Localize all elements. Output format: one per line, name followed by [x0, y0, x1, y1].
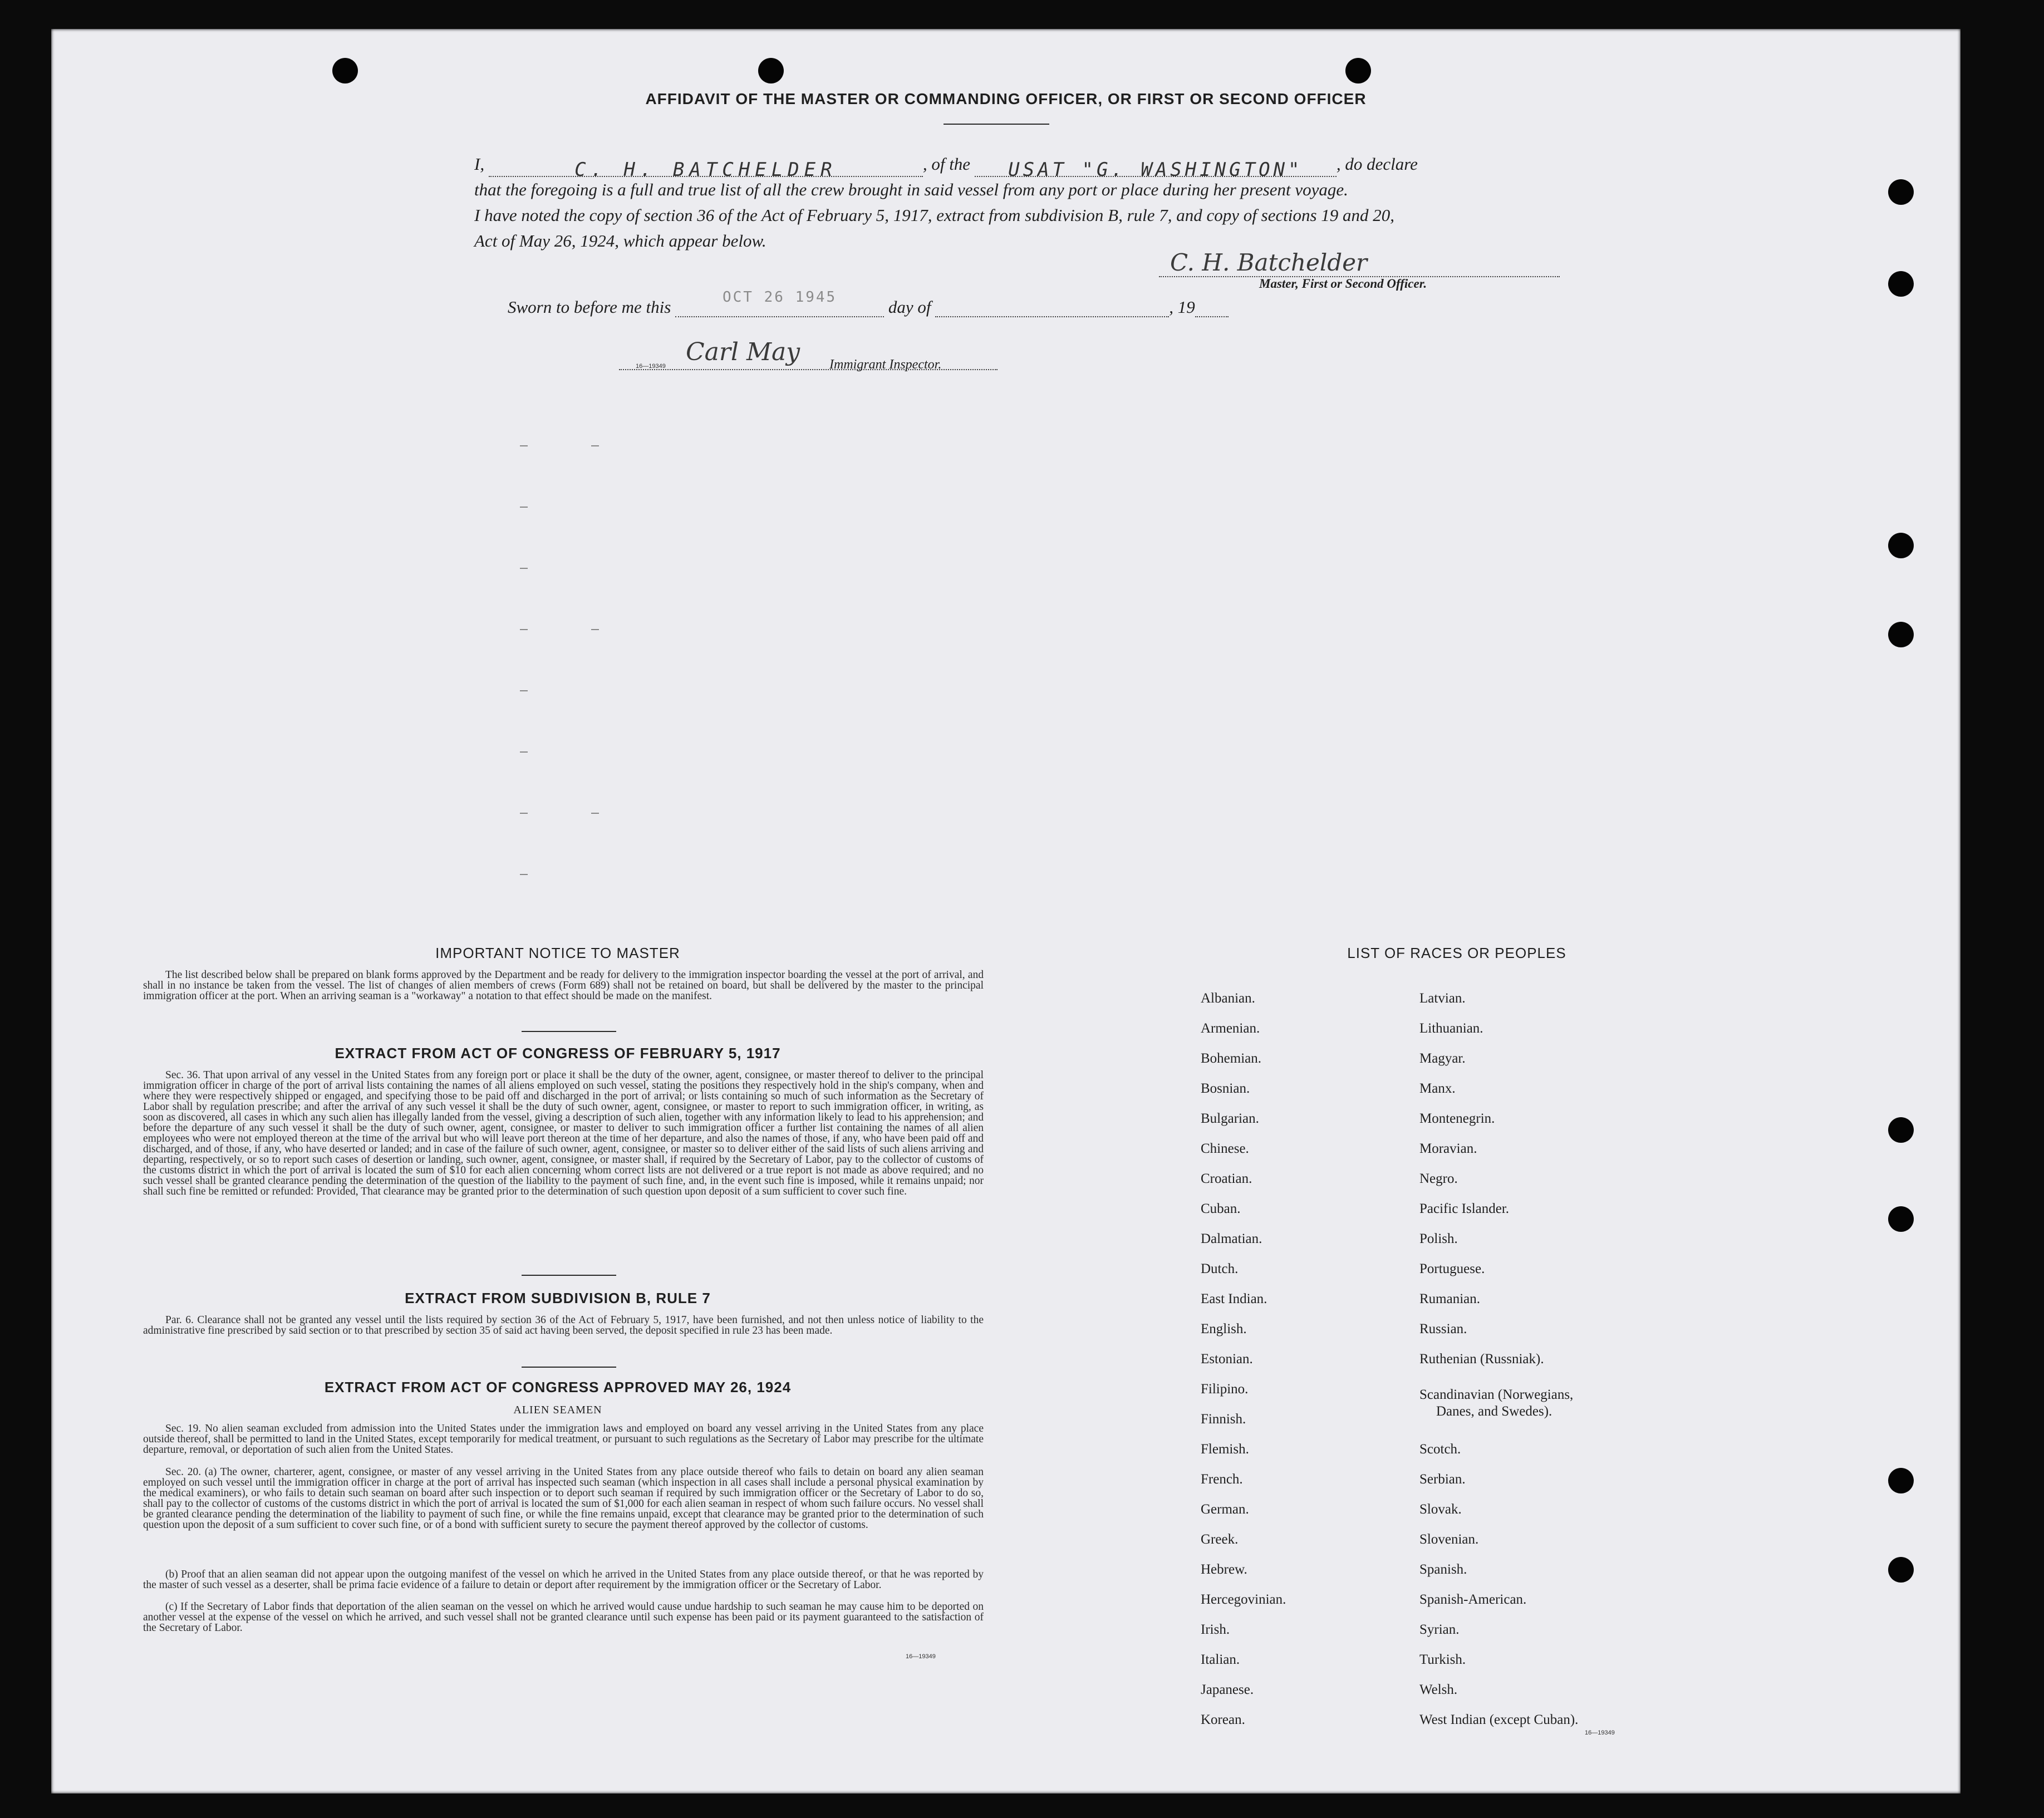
race-item: Japanese.	[1201, 1682, 1254, 1697]
document-page	[51, 29, 1961, 1794]
master-name-handwritten: C. H. BATCHELDER	[574, 159, 837, 181]
race-item: Dutch.	[1201, 1261, 1239, 1276]
notice-title: IMPORTANT NOTICE TO MASTER	[435, 945, 680, 961]
master-signature: C. H. Batchelder	[1159, 249, 1560, 277]
punch-hole	[1888, 1557, 1914, 1583]
race-item: Greek.	[1201, 1532, 1239, 1547]
race-item: Magyar.	[1419, 1051, 1466, 1066]
race-item: Bohemian.	[1201, 1051, 1262, 1066]
race-item: Polish.	[1419, 1231, 1458, 1246]
race-item: Hercegovinian.	[1201, 1592, 1286, 1607]
vessel-name-handwritten: USAT "G. WASHINGTON"	[1008, 159, 1303, 181]
divider	[522, 1275, 616, 1276]
master-caption: Master, First or Second Officer.	[1259, 277, 1427, 291]
race-item: Danes, and Swedes).	[1436, 1404, 1552, 1419]
punch-hole	[1888, 1206, 1914, 1232]
notice-text: The list described below shall be prepared on blank forms approved by the Department and be ready for delivery to the immigration inspector boarding the vessel at the port of arrival, and shall in no instance be taken from the vessel. The list of changes of alien members of crews (Form 689) shall not be retained on board, but shall be delivered by the master to the principal immigration officer at the port. When an arriving seaman is a "workaway" a notation to that effect should be made on the manifest.	[143, 969, 984, 1002]
race-item: German.	[1201, 1502, 1249, 1517]
race-item: Manx.	[1419, 1081, 1456, 1096]
race-item: French.	[1201, 1472, 1243, 1487]
form-number: 16—19349	[636, 363, 666, 370]
sworn-label: Sworn to before me this	[508, 297, 671, 317]
race-item: Welsh.	[1419, 1682, 1458, 1697]
race-item: East Indian.	[1201, 1291, 1267, 1306]
extract-1924-title: EXTRACT FROM ACT OF CONGRESS APPROVED MAY 26, 1924	[324, 1379, 792, 1396]
race-item: Irish.	[1201, 1622, 1230, 1637]
declaration-prefix: I,	[474, 154, 485, 174]
divider	[944, 124, 1049, 125]
race-item: Latvian.	[1419, 991, 1466, 1006]
race-item: Chinese.	[1201, 1141, 1249, 1156]
extract-rule7-title: EXTRACT FROM SUBDIVISION B, RULE 7	[405, 1290, 711, 1306]
race-item: Montenegrin.	[1419, 1111, 1495, 1126]
race-item: Armenian.	[1201, 1021, 1260, 1036]
race-item: Rumanian.	[1419, 1291, 1481, 1306]
races-title: LIST OF RACES OR PEOPLES	[1347, 945, 1566, 961]
divider	[522, 1031, 616, 1032]
punch-hole	[1888, 179, 1914, 205]
form-number: 16—19349	[1585, 1729, 1615, 1736]
divider	[522, 1367, 616, 1368]
declaration-line-3: I have noted the copy of section 36 of the Act of February 5, 1917, extract from subdivision B, rule 7, and copy of sections 19 and 20,	[474, 205, 1395, 225]
day-of-label: day of	[888, 297, 931, 317]
sec20c-text: (c) If the Secretary of Labor finds that deportation of the alien seaman on the vessel on which he arrived would cause undue hardship to such seaman he may cause him to be deported on another vessel at the expense of the vessel on which he arrived, and such vessel shall not be granted clearance until such expense has been paid or its payment guaranteed to the satisfaction of the Secretary of Labor.	[143, 1601, 984, 1634]
race-item: Scotch.	[1419, 1442, 1461, 1457]
race-item: Slovak.	[1419, 1502, 1462, 1517]
punch-hole	[1888, 1117, 1914, 1143]
race-item: Pacific Islander.	[1419, 1201, 1510, 1216]
race-item: Scandinavian (Norwegians,	[1419, 1387, 1574, 1402]
of-the-label: , of the	[922, 154, 971, 174]
extract-1917-title: EXTRACT FROM ACT OF CONGRESS OF FEBRUARY 5, 1917	[335, 1045, 781, 1062]
punch-hole	[758, 58, 784, 83]
race-item: Dalmatian.	[1201, 1231, 1262, 1246]
race-item: Spanish-American.	[1419, 1592, 1527, 1607]
race-item: Spanish.	[1419, 1562, 1467, 1577]
punch-hole	[1888, 622, 1914, 647]
sec20a-text: Sec. 20. (a) The owner, charterer, agent, consignee, or master of any vessel arriving in the United States from any place outside thereof who fails to detain on board any alien seaman employed on such vessel until the immigration officer in charge at the port of arrival has inspected such seaman (which inspection in all cases shall include a personal physical examination by the medical examiners), or who fails to detain such seaman on board after such inspection or to deport such seaman if required by such immigration officer or the Secretary of Labor to do so, shall pay to the collector of customs of the customs district in which the port of arrival is located the sum of $1,000 for each alien seaman in respect of whom such failure occurs. No vessel shall be granted clearance pending the determination of the liability to payment of such fine, or while the fine remains unpaid, except that clearance may be granted prior to the determination of such question upon the deposit of a sum sufficient to cover such fine, or of a bond with sufficient surety to secure the payment thereof approved by the collector of customs.	[143, 1466, 984, 1531]
race-item: Syrian.	[1419, 1622, 1460, 1637]
race-item: Portuguese.	[1419, 1261, 1485, 1276]
extract-1917-text: Sec. 36. That upon arrival of any vessel in the United States from any foreign port or place it shall be the duty of the owner, agent, consignee, or master thereof to deliver to the principal immigration officer in charge of the port of arrival lists containing the names of all aliens employed on such vessel, stating the positions they respectively hold in the ship's company, when and where they were respectively shipped or engaged, and specifying those to be paid off and discharged in the port of arrival; or lists containing so much of such information as the Secretary of Labor shall by regulation prescribe; and after the arrival of any such vessel it shall be the duty of such owner, agent, consignee, or master to report to such immigration officer, in writing, as soon as discovered, all cases in which any such alien has illegally landed from the vessel, giving a description of such alien, together with any information likely to lead to his apprehension; and before the departure of any such vessel it shall be the duty of such owner, agent, consignee, or master to deliver to such immigration officer a further list containing the names of all alien employees who were not employed thereon at the time of the arrival but who will leave port thereon at the time of her departure, and also the names of those, if any, who have been paid off and discharged, and of those, if any, who have deserted or landed; and in case of the failure of such owner, agent, consignee, or master so to deliver either of the said lists of such aliens arriving and departing, respectively, or so to report such cases of desertion or landing, such owner, agent, consignee, or master shall, if required by the Secretary of Labor, pay to the collector of customs of the customs district in which the port of arrival is located the sum of $10 for each alien concerning whom correct lists are not delivered or a true report is not made as above required; and no such vessel shall be granted clearance pending the determination of the question of the liability to the payment of such fine, and, in the event such fine is imposed, while it remains unpaid; nor shall such fine be remitted or refunded: Provided, That clearance may be granted prior to the determination of such question upon deposit of a sum sufficient to cover such fine.	[143, 1069, 984, 1197]
race-item: West Indian (except Cuban).	[1419, 1712, 1579, 1727]
race-item: Lithuanian.	[1419, 1021, 1483, 1036]
race-item: Bosnian.	[1201, 1081, 1250, 1096]
punch-hole	[1888, 533, 1914, 558]
race-item: Cuban.	[1201, 1201, 1241, 1216]
punch-hole	[1345, 58, 1371, 83]
extract-rule7-text: Par. 6. Clearance shall not be granted any vessel until the lists required by section 36 of the Act of February 5, 1917, have been furnished, and not then unless notice of liability to the administrative fine prescribed by said section or to that prescribed by section 35 of said act having been served, the deposit specified in rule 23 has been made.	[143, 1314, 984, 1337]
inspector-caption: Immigrant Inspector.	[829, 357, 942, 372]
affidavit-title: AFFIDAVIT OF THE MASTER OR COMMANDING OFFICER, OR FIRST OR SECOND OFFICER	[645, 90, 1367, 107]
race-item: Korean.	[1201, 1712, 1245, 1727]
race-item: Finnish.	[1201, 1412, 1246, 1427]
year-label: , 19	[1169, 297, 1195, 317]
race-item: Bulgarian.	[1201, 1111, 1259, 1126]
punch-hole	[1888, 271, 1914, 297]
race-item: Serbian.	[1419, 1472, 1466, 1487]
race-item: Hebrew.	[1201, 1562, 1247, 1577]
sec20b-text: (b) Proof that an alien seaman did not appear upon the outgoing manifest of the vessel on which he arrived in the United States from any place outside thereof, or that he was reported by the master of such vessel as a deserter, shall be prima facie evidence of a failure to detain or deport after requirement by the immigration officer or the Secretary of Labor.	[143, 1569, 984, 1591]
do-declare-label: , do declare	[1336, 154, 1418, 174]
sworn-line	[508, 289, 1229, 317]
race-item: Albanian.	[1201, 991, 1255, 1006]
punch-hole	[332, 58, 358, 83]
inspector-signature: Carl May	[619, 338, 998, 370]
race-item: Turkish.	[1419, 1652, 1466, 1667]
race-item: Slovenian.	[1419, 1532, 1479, 1547]
race-item: Moravian.	[1419, 1141, 1477, 1156]
race-item: Negro.	[1419, 1171, 1458, 1186]
race-item: Filipino.	[1201, 1382, 1249, 1397]
race-item: Estonian.	[1201, 1352, 1253, 1367]
race-item: English.	[1201, 1321, 1247, 1337]
punch-hole	[1888, 1468, 1914, 1493]
race-item: Ruthenian (Russniak).	[1419, 1352, 1544, 1367]
declaration-line-4: Act of May 26, 1924, which appear below.	[474, 231, 766, 250]
race-item: Flemish.	[1201, 1442, 1249, 1457]
race-item: Croatian.	[1201, 1171, 1252, 1186]
race-item: Russian.	[1419, 1321, 1467, 1337]
race-item: Italian.	[1201, 1652, 1240, 1667]
alien-seamen-subtitle: ALIEN SEAMEN	[513, 1404, 602, 1416]
declaration-line-2: that the foregoing is a full and true list of all the crew brought in said vessel from any port or place during her present voyage.	[474, 180, 1348, 199]
sec19-text: Sec. 19. No alien seaman excluded from admission into the United States under the immigration laws and employed on board any vessel arriving in the United States from any place outside thereof, shall be permitted to land in the United States, except temporarily for medical treatment, or pursuant to such regulations as the Secretary of Labor may prescribe for the ultimate departure, removal, or deportation of such alien from the United States.	[143, 1423, 984, 1456]
declaration	[474, 151, 1588, 254]
date-stamp: OCT 26 1945	[723, 289, 837, 306]
form-number: 16—19349	[906, 1653, 936, 1660]
